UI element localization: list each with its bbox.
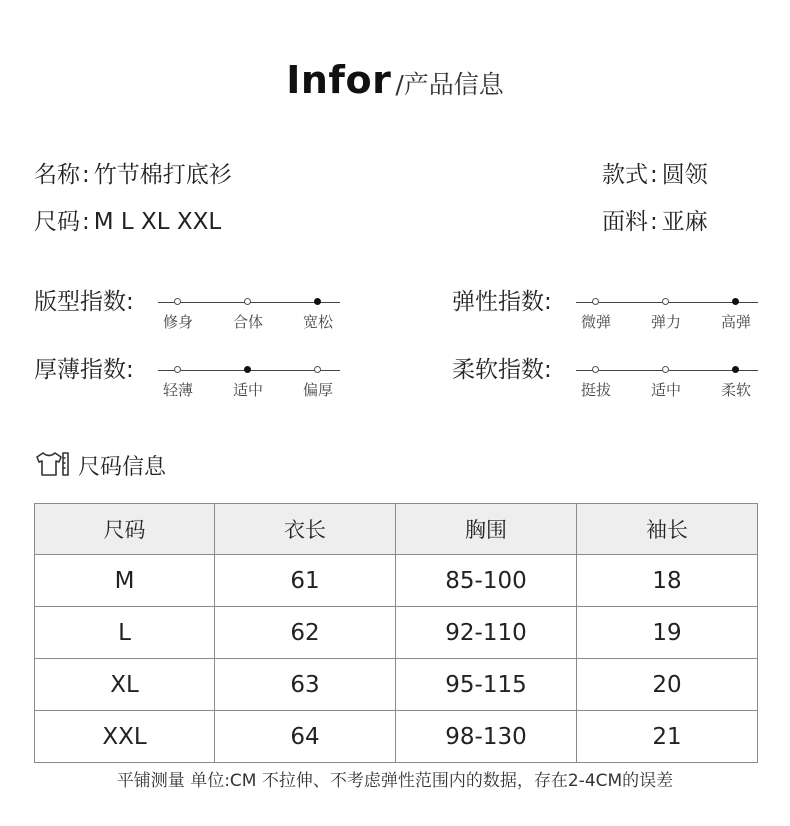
table-cell: 85-100 (396, 555, 577, 607)
table-header-cell: 衣长 (215, 504, 396, 555)
shirt-ruler-icon (34, 450, 70, 482)
title-main: Infor (286, 58, 392, 102)
table-cell: 92-110 (396, 607, 577, 659)
table-cell: 62 (215, 607, 396, 659)
scale-tick-label: 微弹 (580, 313, 611, 331)
index-label: 弹性指数: (452, 289, 552, 315)
table-header-row (35, 504, 758, 555)
table-cell: 64 (215, 711, 396, 763)
index-softness (452, 351, 772, 411)
scale-dot (174, 298, 181, 305)
table-cell: XXL (35, 711, 215, 763)
scale-tick-label: 合体 (232, 313, 263, 331)
table-cell: L (35, 607, 215, 659)
measurement-note: 平铺测量 单位:CM 不拉伸、不考虑弹性范围内的数据，存在2-4CM的误差 (116, 771, 674, 791)
table-cell: M (35, 555, 215, 607)
index-fit (34, 283, 354, 343)
index-scale (158, 351, 340, 411)
table-row (35, 711, 758, 763)
table-header-cell: 尺码 (35, 504, 215, 555)
scale-dot (662, 298, 669, 305)
info-fabric: 面料: 亚麻 (602, 209, 708, 235)
table-row (35, 607, 758, 659)
info-name: 名称: 竹节棉打底衫 (34, 162, 232, 188)
scale-dot (662, 366, 669, 373)
table-cell: 19 (577, 607, 758, 659)
scale-dot (244, 298, 251, 305)
table-row (35, 659, 758, 711)
scale-dot-selected (314, 298, 321, 305)
table-cell: 18 (577, 555, 758, 607)
scale-dot (314, 366, 321, 373)
info-fabric-value: 亚麻 (661, 209, 708, 235)
table-cell: 98-130 (396, 711, 577, 763)
scale-dot-selected (244, 366, 251, 373)
table-row (35, 555, 758, 607)
scale-tick-label: 挺拔 (580, 381, 611, 399)
size-table (34, 503, 758, 763)
index-label: 厚薄指数: (34, 357, 134, 383)
scale-tick-label: 柔软 (720, 381, 751, 399)
index-scale (576, 283, 758, 343)
table-header-cell: 袖长 (577, 504, 758, 555)
info-fabric-label: 面料 (602, 209, 648, 235)
info-style: 款式: 圆领 (602, 162, 708, 188)
scale-dot-selected (732, 366, 739, 373)
table-cell: 20 (577, 659, 758, 711)
info-name-label: 名称 (34, 162, 80, 188)
info-size-value: M L XL XXL (93, 209, 222, 235)
scale-dot-selected (732, 298, 739, 305)
page-title (0, 58, 790, 102)
scale-tick-label: 宽松 (302, 313, 333, 331)
scale-tick-label: 适中 (232, 381, 263, 399)
info-style-value: 圆领 (661, 162, 708, 188)
index-label: 版型指数: (34, 289, 134, 315)
table-cell: 95-115 (396, 659, 577, 711)
table-header-cell: 胸围 (396, 504, 577, 555)
table-cell: XL (35, 659, 215, 711)
index-label: 柔软指数: (452, 357, 552, 383)
index-thickness (34, 351, 354, 411)
info-style-label: 款式 (602, 162, 648, 188)
info-size: 尺码: M L XL XXL (34, 209, 222, 235)
info-name-value: 竹节棉打底衫 (93, 162, 232, 188)
title-subtitle: /产品信息 (395, 70, 504, 99)
size-section-title: 尺码信息 (78, 455, 167, 480)
scale-tick-label: 适中 (650, 381, 681, 399)
index-scale (576, 351, 758, 411)
table-cell: 61 (215, 555, 396, 607)
info-size-label: 尺码 (34, 209, 80, 235)
scale-dot (174, 366, 181, 373)
scale-dot (592, 366, 599, 373)
scale-tick-label: 修身 (162, 313, 193, 331)
scale-dot (592, 298, 599, 305)
index-elasticity (452, 283, 772, 343)
table-cell: 21 (577, 711, 758, 763)
scale-tick-label: 轻薄 (162, 381, 193, 399)
scale-tick-label: 偏厚 (302, 381, 333, 399)
table-cell: 63 (215, 659, 396, 711)
scale-tick-label: 弹力 (650, 313, 681, 331)
scale-tick-label: 高弹 (720, 313, 751, 331)
index-scale (158, 283, 340, 343)
